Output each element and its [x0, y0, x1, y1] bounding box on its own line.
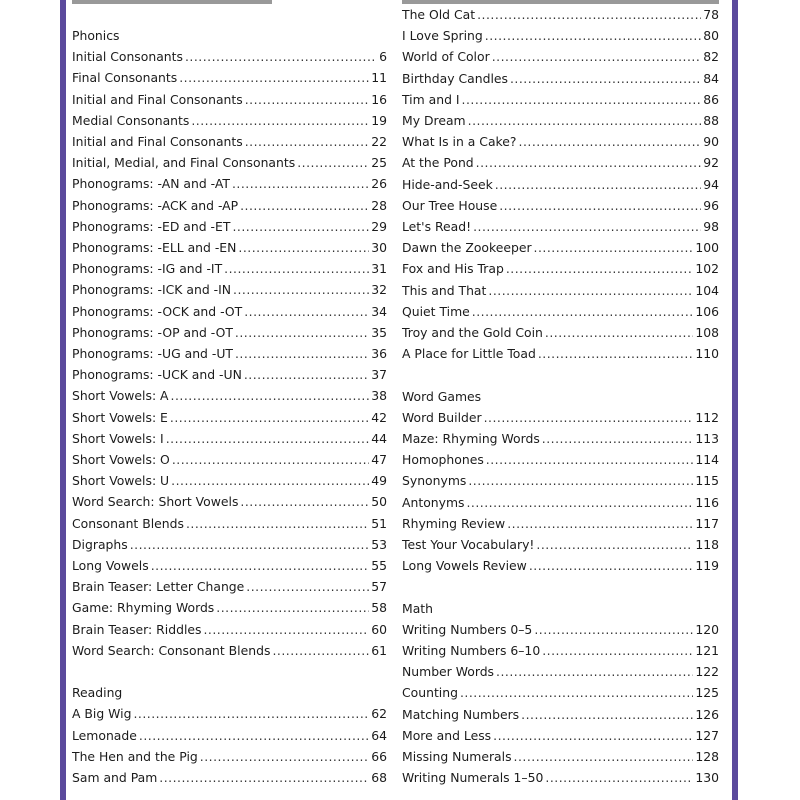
section-heading: Phonics	[72, 28, 120, 43]
toc-entry	[402, 682, 719, 703]
dot-leader	[245, 89, 370, 110]
toc-entry-page: 35	[371, 324, 387, 340]
toc-entry	[72, 322, 387, 343]
dot-leader	[246, 576, 369, 597]
toc-entry	[72, 576, 387, 597]
toc-entry-page: 51	[371, 515, 387, 531]
toc-entry	[402, 280, 719, 301]
toc-entry-page: 114	[695, 452, 719, 468]
toc-entry-page: 38	[371, 388, 387, 404]
toc-entry	[72, 725, 387, 746]
dot-leader	[468, 110, 702, 131]
toc-entry	[72, 237, 387, 258]
toc-entry-page: 78	[703, 7, 719, 22]
dot-leader	[514, 746, 694, 767]
dot-leader	[151, 555, 370, 576]
toc-entry-title: Phonograms: -ICK and -IN	[72, 282, 232, 298]
dot-leader	[191, 110, 369, 131]
toc-entry	[402, 640, 719, 661]
toc-entry-title: Consonant Blends	[72, 515, 184, 531]
toc-entry-title: Phonograms: -ED and -ET	[72, 218, 231, 234]
toc-entry-title: Test Your Vocabulary!	[402, 537, 535, 552]
toc-entry-page: 119	[695, 558, 719, 574]
toc-entry-page: 30	[371, 240, 387, 255]
toc-entry-page: 22	[371, 134, 387, 149]
dot-leader	[536, 534, 693, 555]
toc-entry-page: 92	[703, 155, 719, 171]
toc-entry-page: 127	[695, 727, 719, 743]
toc-entry	[402, 46, 719, 67]
toc-entry-title: Dawn the Zookeeper	[402, 240, 532, 256]
dot-leader	[166, 428, 370, 449]
toc-entry-page: 122	[695, 664, 719, 680]
toc-entry	[402, 322, 719, 343]
toc-entry	[72, 46, 387, 67]
toc-entry	[72, 470, 387, 491]
toc-entry-title: Short Vowels: A	[72, 388, 169, 404]
dot-leader	[171, 470, 369, 491]
toc-entry-page: 28	[371, 197, 387, 213]
dot-leader	[462, 89, 702, 110]
toc-entry-page: 37	[371, 367, 387, 383]
toc-entry-title: Writing Numbers 6–10	[402, 643, 541, 658]
toc-entry-page: 90	[703, 134, 719, 150]
toc-entry-title: World of Color	[402, 49, 490, 65]
toc-entry	[402, 174, 719, 195]
toc-entry	[402, 449, 719, 470]
toc-entry	[402, 301, 719, 322]
toc-entry-page: 44	[371, 430, 387, 446]
dot-leader	[466, 492, 693, 513]
toc-entry	[402, 619, 719, 640]
toc-entry-page: 42	[371, 409, 387, 425]
toc-entry-title: Word Builder	[402, 409, 482, 425]
toc-entry-page: 96	[703, 197, 719, 213]
toc-entry-page: 32	[371, 282, 387, 298]
toc-entry	[72, 555, 387, 576]
toc-entry-page: 118	[695, 537, 719, 552]
dot-leader	[171, 385, 370, 406]
toc-entry-title: Phonograms: -OP and -OT	[72, 324, 233, 340]
dot-leader	[245, 131, 370, 152]
toc-entry	[72, 279, 387, 300]
toc-entry-page: 55	[371, 558, 387, 573]
toc-entry-title: Short Vowels: O	[72, 452, 170, 467]
dot-leader	[538, 343, 694, 364]
toc-entry	[402, 534, 719, 555]
dot-leader	[473, 216, 701, 237]
toc-entry-page: 100	[695, 240, 719, 256]
toc-entry-title: Counting	[402, 685, 458, 701]
toc-entry-title: Antonyms	[402, 494, 465, 510]
toc-entry-title: Phonograms: -ELL and -EN	[72, 240, 237, 255]
toc-entry-title: The Hen and the Pig	[72, 748, 198, 764]
toc-entry-title: Brain Teaser: Letter Change	[72, 579, 245, 595]
section-heading: Word Games	[402, 388, 482, 404]
toc-entry-title: I Love Spring	[402, 28, 483, 44]
toc-entry	[72, 746, 387, 767]
dot-leader	[476, 152, 702, 173]
toc-entry-page: 31	[371, 261, 387, 277]
toc-entry-page: 64	[371, 727, 387, 743]
toc-entry	[72, 67, 387, 88]
toc-entry	[72, 89, 387, 110]
toc-entry-title: Maze: Rhyming Words	[402, 431, 540, 446]
toc-entry-page: 128	[695, 749, 719, 764]
toc-entry-title: Quiet Time	[402, 303, 470, 319]
toc-entry	[72, 703, 387, 724]
dot-leader	[240, 195, 369, 216]
toc-entry-title: More and Less	[402, 727, 492, 743]
section-heading: Reading	[72, 685, 123, 701]
toc-entry	[402, 492, 719, 513]
dot-leader	[238, 237, 369, 258]
toc-entry-title: Homophones	[402, 452, 484, 468]
toc-entry-title: Let's Read!	[402, 219, 472, 234]
toc-entry	[72, 767, 387, 788]
toc-entry-page: 57	[371, 579, 387, 595]
toc-entry	[402, 661, 719, 682]
dot-leader	[172, 449, 369, 470]
toc-entry-title: Fox and His Trap	[402, 261, 504, 277]
toc-entry-page: 121	[695, 643, 719, 658]
toc-entry	[72, 216, 387, 237]
toc-entry-page: 82	[703, 49, 719, 65]
toc-entry	[402, 343, 719, 364]
dot-leader	[545, 322, 693, 343]
dot-leader	[170, 407, 369, 428]
toc-entry-page: 19	[371, 112, 387, 128]
dot-leader	[233, 279, 369, 300]
toc-entry-page: 66	[371, 748, 387, 764]
dot-leader	[297, 152, 369, 173]
page-border-right	[732, 0, 800, 800]
toc-entry	[402, 555, 719, 576]
dot-leader	[485, 25, 701, 46]
dot-leader	[507, 513, 693, 534]
dot-leader	[484, 407, 694, 428]
toc-entry	[72, 534, 387, 555]
toc-entry-title: Matching Numbers	[402, 706, 520, 722]
toc-entry	[402, 4, 719, 25]
dot-leader	[244, 301, 369, 322]
dot-leader	[495, 174, 701, 195]
dot-leader	[542, 640, 693, 661]
toc-entry-page: 102	[695, 261, 719, 277]
toc-entry	[72, 110, 387, 131]
toc-entry	[402, 216, 719, 237]
toc-entry-title: My Dream	[402, 113, 466, 128]
toc-entry-title: Birthday Candles	[402, 70, 508, 86]
toc-entry-page: 58	[371, 600, 387, 616]
dot-leader	[235, 343, 369, 364]
toc-entry-title: Long Vowels	[72, 558, 149, 573]
toc-entry	[72, 619, 387, 640]
toc-entry-title: Lemonade	[72, 727, 137, 743]
toc-entry-title: Word Search: Short Vowels	[72, 494, 239, 510]
toc-entry-page: 36	[371, 346, 387, 361]
dot-leader	[203, 619, 369, 640]
toc-entry-page: 49	[371, 473, 387, 489]
toc-entry-page: 53	[371, 536, 387, 552]
toc-entry-page: 50	[371, 494, 387, 510]
dot-leader	[460, 682, 693, 703]
dot-leader	[185, 46, 377, 67]
toc-entry-title: Phonograms: -UG and -UT	[72, 346, 233, 361]
toc-entry-page: 25	[371, 155, 387, 171]
toc-entry-page: 88	[703, 113, 719, 128]
toc-entry-title: Initial, Medial, and Final Consonants	[72, 155, 296, 171]
dot-leader	[493, 725, 693, 746]
toc-entry	[72, 152, 387, 173]
toc-entry-page: 84	[703, 70, 719, 86]
toc-entry-page: 110	[695, 346, 719, 362]
toc-entry-title: The Old Cat	[402, 7, 476, 22]
toc-entry-title: A Place for Little Toad	[402, 346, 536, 362]
toc-entry-title: Synonyms	[402, 473, 467, 489]
dot-leader	[496, 661, 693, 682]
toc-entry-title: Phonograms: -UCK and -UN	[72, 367, 242, 383]
toc-entry-title: Phonograms: -ACK and -AP	[72, 197, 239, 213]
toc-entry-title: Hide-and-Seek	[402, 176, 493, 192]
toc-entry-title: Short Vowels: U	[72, 473, 170, 489]
page-border-left	[0, 0, 66, 800]
toc-entry-page: 98	[703, 219, 719, 234]
dot-leader	[521, 704, 693, 725]
toc-entry-title: Writing Numbers 0–5	[402, 621, 533, 637]
dot-leader	[519, 131, 702, 152]
dot-leader	[510, 68, 701, 89]
dot-leader	[179, 67, 369, 88]
toc-entry	[402, 237, 719, 258]
toc-entry-title: Tim and I	[402, 91, 460, 107]
toc-entry	[402, 513, 719, 534]
dot-leader	[486, 449, 694, 470]
toc-entry-title: Our Tree House	[402, 197, 498, 213]
toc-entry-page: 94	[703, 176, 719, 192]
dot-leader	[272, 640, 369, 661]
toc-entry	[402, 68, 719, 89]
dot-leader	[139, 725, 369, 746]
dot-leader	[472, 301, 694, 322]
toc-entry-page: 125	[695, 685, 719, 701]
toc-entry-title: Long Vowels Review	[402, 558, 527, 574]
toc-entry	[402, 470, 719, 491]
toc-entry-title: Initial Consonants	[72, 49, 183, 65]
dot-leader	[542, 428, 694, 449]
toc-entry-page: 47	[371, 452, 387, 467]
toc-entry-title: Game: Rhyming Words	[72, 600, 215, 616]
toc-entry	[402, 407, 719, 428]
toc-entry	[72, 491, 387, 512]
toc-entry-title: Phonograms: -IG and -IT	[72, 261, 223, 277]
toc-entry	[72, 195, 387, 216]
toc-entry-title: Short Vowels: E	[72, 409, 168, 425]
toc-entry-title: Missing Numerals	[402, 749, 512, 764]
dot-leader	[468, 470, 693, 491]
toc-entry	[402, 110, 719, 131]
toc-entry-title: Final Consonants	[72, 70, 178, 86]
toc-entry-title: Digraphs	[72, 536, 128, 552]
toc-entry-page: 11	[371, 70, 387, 86]
toc-entry-page: 115	[695, 473, 719, 489]
toc-entry	[402, 746, 719, 767]
toc-entry-page: 113	[695, 431, 719, 446]
toc-entry-title: Initial and Final Consonants	[72, 134, 243, 149]
toc-entry-title: At the Pond	[402, 155, 474, 171]
toc-entry-title: Word Search: Consonant Blends	[72, 642, 271, 658]
toc-entry-page: 120	[695, 621, 719, 637]
toc-entry-title: Medial Consonants	[72, 112, 190, 128]
dot-leader	[492, 46, 702, 67]
toc-entry	[72, 258, 387, 279]
toc-entry	[402, 258, 719, 279]
toc-entry-title: A Big Wig	[72, 706, 132, 722]
toc-entry-page: 104	[695, 282, 719, 298]
dot-leader	[133, 703, 369, 724]
dot-leader	[488, 280, 693, 301]
dot-leader	[534, 619, 693, 640]
toc-entry-page: 126	[695, 706, 719, 722]
toc-entry-title: Phonograms: -AN and -AT	[72, 176, 230, 192]
toc-entry	[402, 131, 719, 152]
toc-entry	[72, 173, 387, 194]
toc-entry-page: 34	[371, 303, 387, 319]
toc-entry	[72, 513, 387, 534]
toc-entry	[72, 385, 387, 406]
dot-leader	[232, 173, 369, 194]
toc-entry	[402, 25, 719, 46]
toc-entry-page: 26	[371, 176, 387, 192]
toc-entry-page: 86	[703, 91, 719, 107]
toc-entry	[72, 428, 387, 449]
toc-entry-title: Rhyming Review	[402, 515, 506, 531]
toc-entry	[402, 195, 719, 216]
toc-entry	[72, 131, 387, 152]
toc-entry	[72, 364, 387, 385]
dot-leader	[130, 534, 370, 555]
toc-entry-page: 117	[695, 515, 719, 531]
dot-leader	[200, 746, 369, 767]
dot-leader	[499, 195, 701, 216]
top-rule-left	[72, 0, 272, 4]
dot-leader	[224, 258, 369, 279]
toc-entry	[402, 428, 719, 449]
toc-entry-page: 116	[695, 494, 719, 510]
dot-leader	[477, 4, 701, 25]
toc-entry	[72, 301, 387, 322]
toc-entry-page: 80	[703, 28, 719, 44]
toc-entry	[402, 89, 719, 110]
section-heading: Math	[402, 600, 433, 616]
toc-entry	[402, 704, 719, 725]
toc-entry-title: Short Vowels: I	[72, 430, 164, 446]
toc-entry-page: 29	[371, 218, 387, 234]
dot-leader	[529, 555, 694, 576]
toc-entry	[402, 767, 719, 788]
dot-leader	[506, 258, 693, 279]
toc-entry-title: Phonograms: -OCK and -OT	[72, 303, 243, 319]
toc-entry-page: 61	[371, 642, 387, 658]
toc-entry	[72, 597, 387, 618]
toc-entry-page: 68	[371, 770, 387, 785]
toc-entry-page: 130	[695, 770, 719, 786]
toc-entry	[72, 640, 387, 661]
toc-entry-page: 6	[379, 49, 387, 65]
toc-entry-title: Writing Numerals 1–50	[402, 770, 544, 786]
toc-entry	[402, 152, 719, 173]
dot-leader	[216, 597, 369, 618]
toc-entry-title: Troy and the Gold Coin	[402, 325, 543, 340]
toc-entry-title: What Is in a Cake?	[402, 134, 517, 150]
toc-entry-page: 16	[371, 91, 387, 107]
dot-leader	[159, 767, 369, 788]
dot-leader	[186, 513, 369, 534]
toc-entry-page: 112	[695, 409, 719, 425]
toc-entry	[72, 343, 387, 364]
toc-entry	[402, 725, 719, 746]
dot-leader	[534, 237, 694, 258]
toc-entry-title: Sam and Pam	[72, 770, 158, 785]
dot-leader	[235, 322, 369, 343]
toc-entry-page: 108	[695, 325, 719, 340]
toc-entry-title: Initial and Final Consonants	[72, 91, 243, 107]
toc-entry-title: This and That	[402, 282, 487, 298]
dot-leader	[244, 364, 369, 385]
dot-leader	[232, 216, 369, 237]
dot-leader	[545, 767, 693, 788]
toc-entry	[72, 407, 387, 428]
toc-entry	[72, 449, 387, 470]
toc-entry-title: Number Words	[402, 664, 495, 680]
toc-entry-page: 106	[695, 303, 719, 319]
toc-entry-page: 60	[371, 621, 387, 637]
toc-entry-title: Brain Teaser: Riddles	[72, 621, 202, 637]
toc-entry-page: 62	[371, 706, 387, 722]
dot-leader	[240, 491, 369, 512]
